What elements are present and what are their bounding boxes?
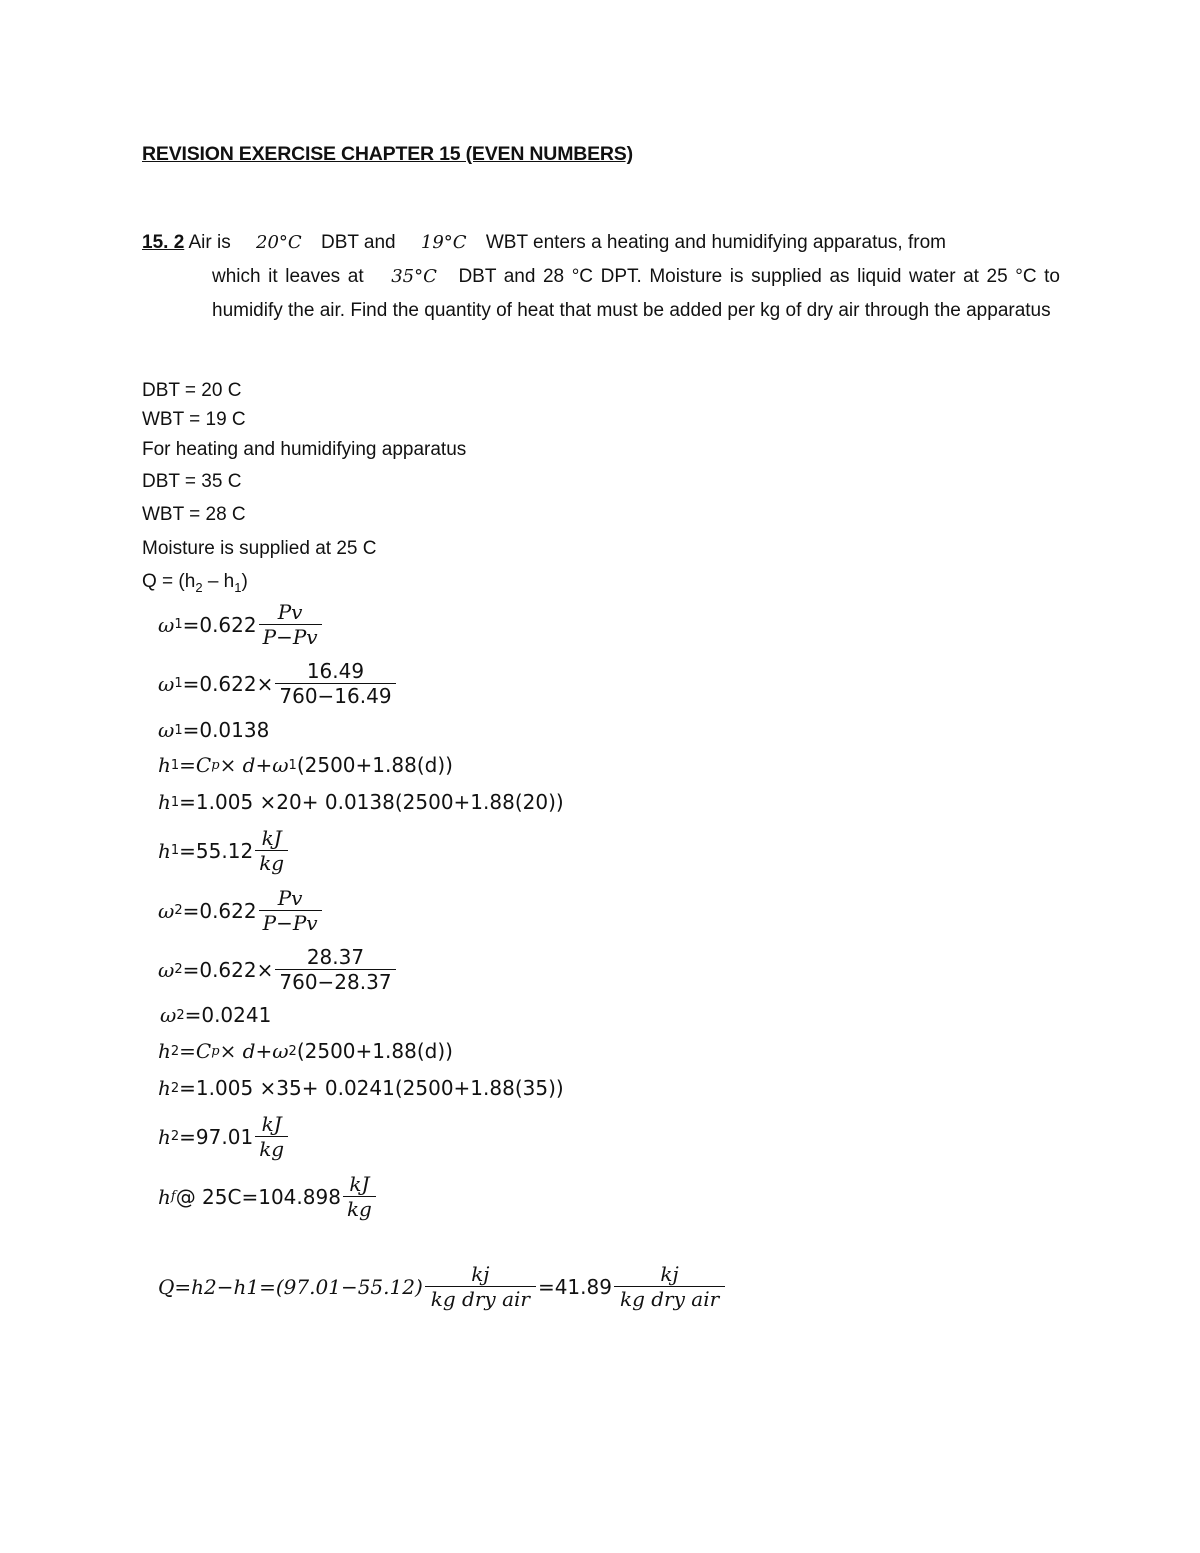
temp-value-1: 20°C	[256, 232, 302, 253]
problem-number: 15. 2	[142, 232, 185, 253]
eq-text: (2500+1.88(d))	[296, 753, 453, 777]
eq-sub: 1	[174, 676, 183, 691]
fraction	[275, 945, 395, 994]
eq-text: =0.622	[182, 612, 257, 637]
eq-sub: 2	[288, 1043, 297, 1059]
omega-symbol: ω	[158, 612, 175, 637]
eq-sub: 2	[176, 1007, 185, 1023]
problem-text-3: WBT enters a heating and humidifying apparatus, from	[480, 232, 946, 253]
eq-text: =97.01	[179, 1124, 254, 1149]
q-sub: 1	[234, 579, 242, 595]
eq-text: Q=h2−h1=(97.01−55.12)	[158, 1274, 423, 1299]
temp-value-3: 35°C	[391, 266, 437, 287]
given-line: DBT = 20 C	[142, 380, 242, 401]
eq-text: =0.622×	[182, 671, 274, 696]
eq-text: =C	[179, 753, 212, 777]
eq-sub: 1	[174, 617, 183, 632]
denominator: P−Pv	[259, 910, 322, 935]
numerator: 16.49	[306, 659, 365, 683]
denominator: kg dry air	[614, 1286, 725, 1311]
eq-text: × d+ω	[219, 1039, 289, 1063]
eq-sub: p	[211, 1043, 220, 1059]
h-symbol: h	[158, 1184, 171, 1209]
numerator: Pv	[277, 600, 303, 624]
omega2-substituted	[158, 945, 398, 994]
fraction	[343, 1172, 376, 1221]
q-sub: 2	[195, 579, 203, 595]
denominator: kg	[343, 1196, 376, 1221]
denominator: kg dry air	[425, 1286, 536, 1311]
h2-formula	[158, 1039, 453, 1063]
eq-sub: 2	[174, 962, 183, 977]
h-symbol: h	[158, 1039, 171, 1063]
fraction	[425, 1262, 536, 1311]
fraction	[255, 826, 288, 875]
h-symbol: h	[158, 1124, 171, 1149]
h1-substituted	[158, 790, 564, 814]
q-text: )	[241, 571, 248, 592]
eq-sub: 2	[170, 1043, 180, 1059]
denominator: P−Pv	[259, 624, 322, 649]
omega-symbol: ω	[158, 718, 175, 742]
denominator: kg	[255, 1136, 288, 1161]
given-line: DBT = 35 C	[142, 471, 242, 492]
problem-statement	[142, 226, 1060, 328]
eq-text: × d+ω	[219, 753, 289, 777]
eq-sub: f	[170, 1189, 176, 1204]
denominator: 760−28.37	[275, 969, 395, 994]
numerator: kj	[660, 1262, 679, 1286]
eq-sub: 1	[174, 722, 183, 738]
fraction	[259, 600, 322, 649]
q-text: – h	[202, 571, 235, 592]
omega2-result	[160, 1003, 271, 1027]
eq-text: (2500+1.88(d))	[296, 1039, 453, 1063]
problem-continuation	[142, 260, 1060, 328]
h1-formula	[158, 753, 453, 777]
fraction	[275, 659, 395, 708]
eq-text: =1.005 ×35+ 0.0241(2500+1.88(35))	[179, 1076, 564, 1100]
given-line: Moisture is supplied at 25 C	[142, 538, 377, 559]
eq-text: =41.89	[537, 1274, 612, 1299]
omega-symbol: ω	[160, 1003, 177, 1027]
given-line: WBT = 19 C	[142, 409, 246, 430]
numerator: kJ	[349, 1172, 370, 1196]
q-definition	[142, 571, 248, 595]
omega1-substituted	[158, 659, 398, 708]
eq-sub: 1	[288, 757, 297, 773]
omega-symbol: ω	[158, 957, 175, 982]
eq-text: =0.0138	[182, 718, 270, 742]
fraction	[614, 1262, 725, 1311]
eq-text: =0.0241	[184, 1003, 272, 1027]
eq-sub: 1	[170, 843, 180, 858]
eq-sub: 2	[174, 903, 183, 918]
eq-sub: 2	[170, 1080, 180, 1096]
omega-symbol: ω	[158, 898, 175, 923]
temp-value-2: 19°C	[420, 232, 467, 253]
h-symbol: h	[158, 1076, 171, 1100]
h-symbol: h	[158, 838, 171, 863]
given-line: WBT = 28 C	[142, 504, 246, 525]
denominator: 760−16.49	[275, 683, 395, 708]
problem-text-4: which it leaves at	[212, 266, 372, 287]
problem-text-5: DBT and 28 °C DPT. Moisture is supplied as liquid water at 25 °C to humidify the air. Find the quantity of heat that must be added per kg of dry air through the apparatus	[212, 266, 1060, 321]
problem-text-2: DBT and	[315, 232, 401, 253]
fraction	[259, 886, 322, 935]
omega-symbol: ω	[158, 671, 175, 696]
h-symbol: h	[158, 753, 171, 777]
problem-text-1: Air is	[184, 232, 236, 253]
eq-text: @ 25C=104.898	[175, 1184, 341, 1209]
eq-text: =0.622×	[182, 957, 274, 982]
hf-result	[158, 1172, 378, 1221]
eq-sub: p	[211, 757, 220, 773]
h-symbol: h	[158, 790, 171, 814]
numerator: Pv	[277, 886, 303, 910]
numerator: kJ	[261, 826, 282, 850]
numerator: kj	[471, 1262, 490, 1286]
numerator: kJ	[261, 1112, 282, 1136]
fraction	[255, 1112, 288, 1161]
q-text: Q = (h	[142, 571, 196, 592]
eq-sub: 1	[170, 757, 180, 773]
eq-text: =0.622	[182, 898, 257, 923]
eq-text: =1.005 ×20+ 0.0138(2500+1.88(20))	[179, 790, 564, 814]
h2-substituted	[158, 1076, 564, 1100]
numerator: 28.37	[306, 945, 365, 969]
omega1-formula	[158, 600, 324, 649]
eq-text: =55.12	[179, 838, 254, 863]
eq-sub: 2	[170, 1129, 180, 1144]
h2-result	[158, 1112, 290, 1161]
h1-result	[158, 826, 290, 875]
omega1-result	[158, 718, 269, 742]
denominator: kg	[255, 850, 288, 875]
given-line: For heating and humidifying apparatus	[142, 439, 467, 460]
eq-sub: 1	[170, 794, 180, 810]
omega2-formula	[158, 886, 324, 935]
eq-text: =C	[179, 1039, 212, 1063]
problem-paragraph	[142, 226, 1060, 328]
page-title: REVISION EXERCISE CHAPTER 15 (EVEN NUMBERS)	[142, 143, 633, 165]
q-final	[158, 1262, 727, 1311]
